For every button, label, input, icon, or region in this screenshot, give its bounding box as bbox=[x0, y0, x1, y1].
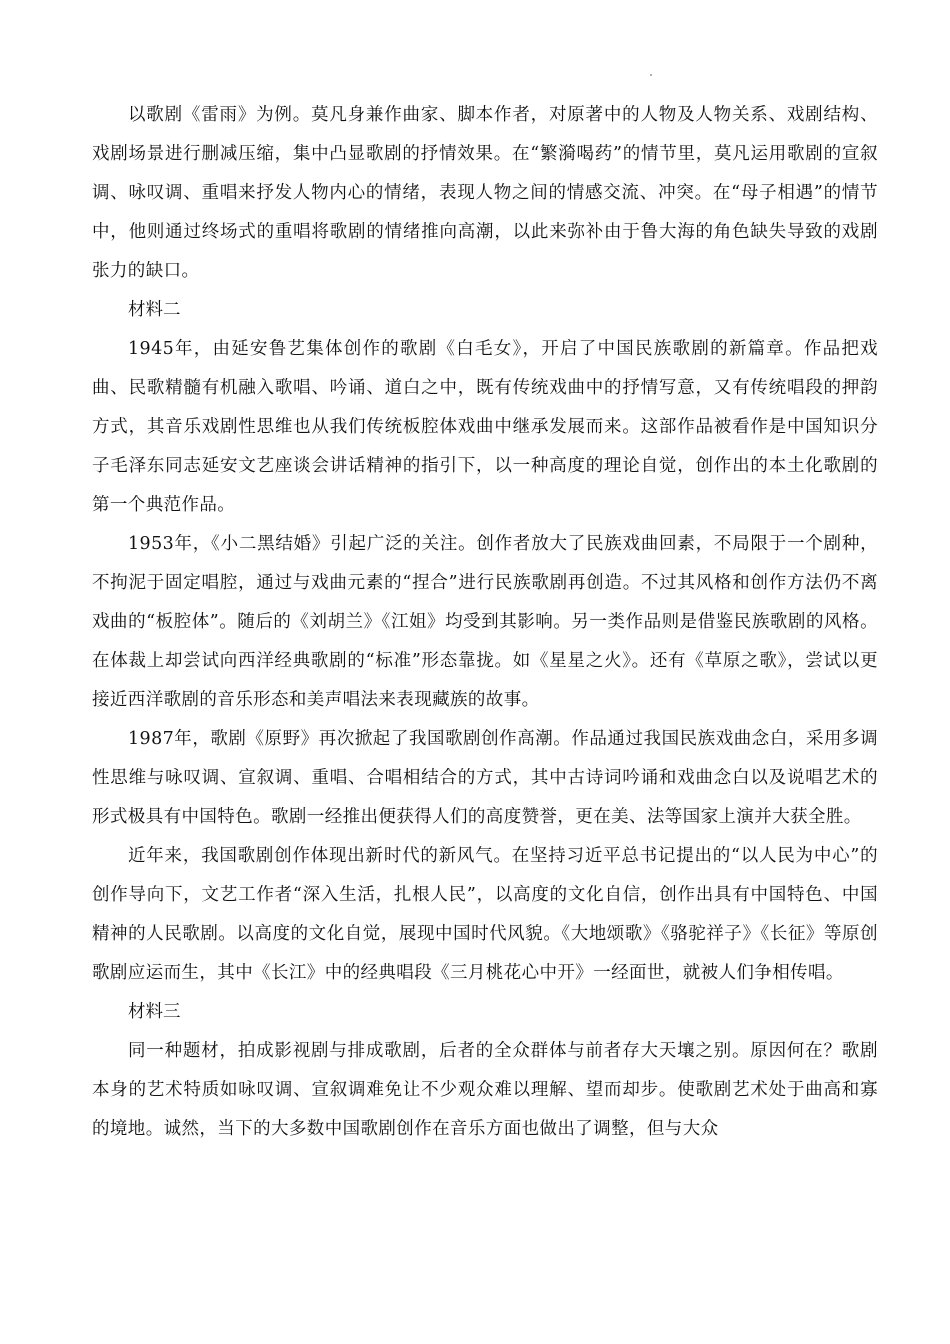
paragraph-same-theme: 同一种题材，拍成影视剧与排成歌剧，后者的全众群体与前者存大天壤之别。原因何在？歌剧本身的艺术特质如咏叹调、宣叙调难免让不少观众难以理解、望而却步。使歌剧艺术处于曲高和寡的境地。诚然，当下的大多数中国歌剧创作在音乐方面也做出了调整，但与大众 bbox=[92, 1041, 878, 1139]
document-page bbox=[92, 96, 878, 1149]
paragraph-1987: 1987年，歌剧《原野》再次掀起了我国歌剧创作高潮。作品通过我国民族戏曲念白，采用多调性思维与咏叹调、宣叙调、重唱、合唱相结合的方式，其中古诗词吟诵和戏曲念白以及说唱艺术的形式极具有中国特色。歌剧一经推出便获得人们的高度赞誉，更在美、法等国家上演并大获全胜。 bbox=[92, 729, 878, 827]
paragraph-leiyu: 以歌剧《雷雨》为例。莫凡身兼作曲家、脚本作者，对原著中的人物及人物关系、戏剧结构、戏剧场景进行删减压缩，集中凸显歌剧的抒情效果。在“繁漪喝药”的情节里，莫凡运用歌剧的宣叙调、咏叹调、重唱来抒发人物内心的情绪，表现人物之间的情感交流、冲突。在“母子相遇”的情节中，他则通过终场式的重唱将歌剧的情绪推向高潮，以此来弥补由于鲁大海的角色缺失导致的戏剧张力的缺口。 bbox=[92, 105, 878, 281]
paragraph-1945: 1945年，由延安鲁艺集体创作的歌剧《白毛女》，开启了中国民族歌剧的新篇章。作品把戏曲、民歌精髓有机融入歌唱、吟诵、道白之中，既有传统戏曲中的抒情写意，又有传统唱段的押韵方式，其音乐戏剧性思维也从我们传统板腔体戏曲中继承发展而来。这部作品被看作是中国知识分子毛泽东同志延安文艺座谈会讲话精神的指引下，以一种高度的理论自觉，创作出的本土化歌剧的第一个典范作品。 bbox=[92, 339, 878, 515]
scan-mark bbox=[650, 74, 652, 76]
section-heading-material-2: 材料二 bbox=[128, 300, 181, 320]
paragraph-1953: 1953年，《小二黑结婚》引起广泛的关注。创作者放大了民族戏曲回素，不局限于一个剧种，不拘泥于固定唱腔，通过与戏曲元素的“捏合”进行民族歌剧再创造。不过其风格和创作方法仍不离戏曲的“板腔体”。随后的《刘胡兰》《江姐》均受到其影响。另一类作品则是借鉴民族歌剧的风格。在体裁上却尝试向西洋经典歌剧的“标准”形态靠拢。如《星星之火》。还有《草原之歌》，尝试以更接近西洋歌剧的音乐形态和美声唱法来表现藏族的故事。 bbox=[92, 534, 878, 710]
section-heading-material-3: 材料三 bbox=[128, 1002, 181, 1022]
paragraph-recent-years: 近年来，我国歌剧创作体现出新时代的新风气。在坚持习近平总书记提出的“以人民为中心”的创作导向下，文艺工作者“深入生活，扎根人民”，以高度的文化自信，创作出具有中国特色、中国精神的人民歌剧。以高度的文化自觉，展现中国时代风貌。《大地颂歌》《骆驼祥子》《长征》等原创歌剧应运而生，其中《长江》中的经典唱段《三月桃花心中开》一经面世，就被人们争相传唱。 bbox=[92, 846, 878, 983]
